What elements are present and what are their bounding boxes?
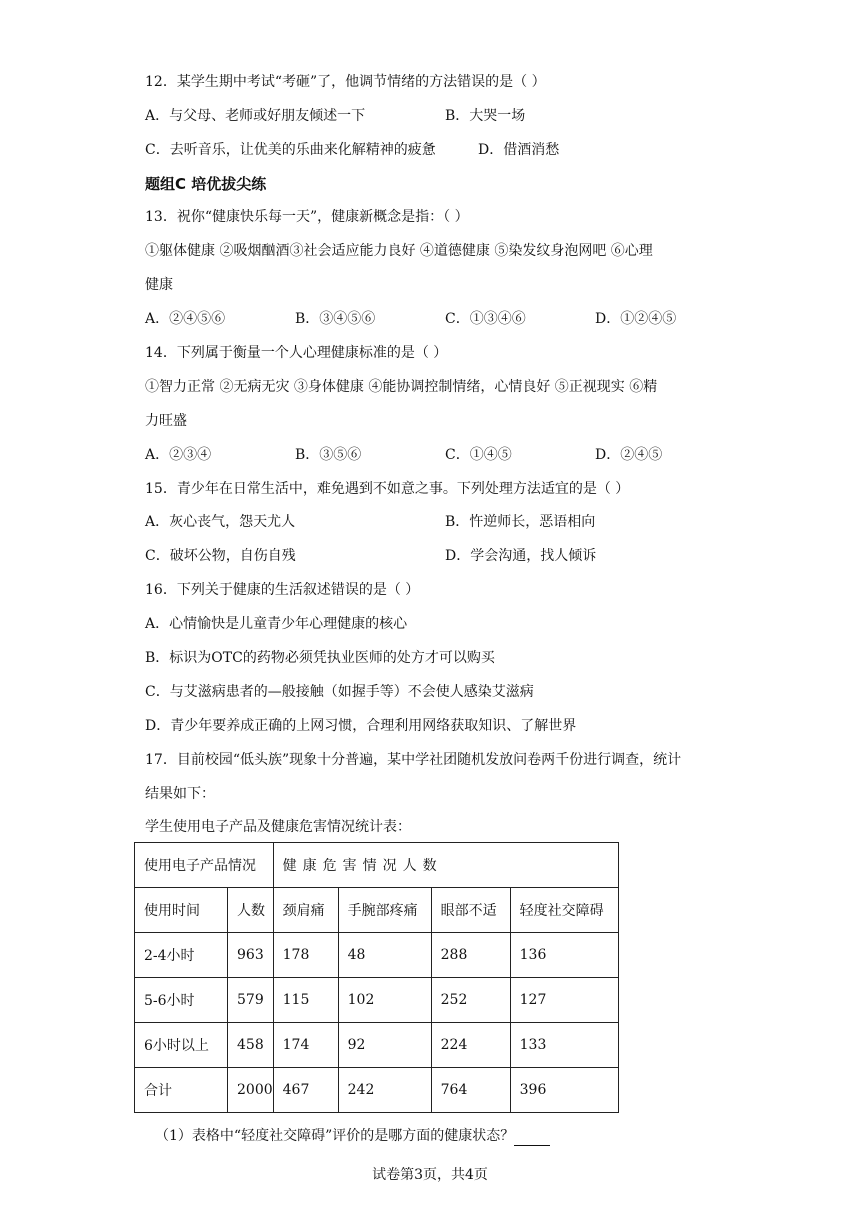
table-header-cell: 颈肩痛 — [273, 888, 338, 933]
q14-stem: 14．下列属于衡量一个人心理健康标准的是（ ） — [145, 345, 448, 361]
table-cell: 178 — [273, 933, 338, 978]
q15-option-c: C．破坏公物，自伤自残 — [145, 548, 296, 564]
q15-stem: 15．青少年在日常生活中，难免遇到不如意之事。下列处理方法适宜的是（ ） — [145, 481, 630, 497]
q17-subquestion-1-text: （1）表格中“轻度社交障碍”评价的是哪方面的健康状态？ — [155, 1128, 515, 1144]
q17-stem-line1: 17．目前校园“低头族”现象十分普遍，某中学社团随机发放问卷两千份进行调查，统计 — [145, 752, 682, 768]
table-cell: 174 — [273, 1023, 338, 1068]
table-cell: 133 — [510, 1023, 618, 1068]
q17-subquestion-1 — [155, 1126, 550, 1146]
table-header-top-row — [135, 843, 619, 888]
table-header-device-usage: 使用电子产品情况 — [135, 843, 274, 888]
table-cell: 48 — [338, 933, 431, 978]
q12-option-c: C．去听音乐，让优美的乐曲来化解精神的疲惫 — [145, 142, 436, 158]
page-footer: 试卷第3页，共4页 — [372, 1167, 488, 1183]
q15-option-d: D．学会沟通，找人倾诉 — [445, 548, 597, 564]
q13-stem: 13．祝你“健康快乐每一天”，健康新概念是指：（ ） — [145, 209, 469, 225]
table-row — [135, 933, 619, 978]
answer-blank[interactable] — [514, 1131, 550, 1146]
q14-option-d: D．②④⑤ — [595, 447, 663, 463]
q16-option-d: D．青少年要养成正确的上网习惯，合理利用网络获取知识、了解世界 — [145, 718, 577, 734]
q16-option-b: B．标识为OTC的药物必须凭执业医师的处方才可以购买 — [145, 650, 495, 666]
q14-option-c: C．①④⑤ — [445, 447, 512, 463]
table-cell: 2-4小时 — [135, 933, 228, 978]
table-header-row — [135, 888, 619, 933]
table-cell: 963 — [228, 933, 274, 978]
q13-option-c: C．①③④⑥ — [445, 311, 526, 327]
table-cell: 396 — [510, 1068, 618, 1113]
q16-stem: 16．下列关于健康的生活叙述错误的是（ ） — [145, 582, 420, 598]
table-cell: 467 — [273, 1068, 338, 1113]
table-cell: 2000 — [228, 1068, 274, 1113]
table-header-health-harm: 健康危害情况人数 — [273, 843, 618, 888]
q13-items-line2: 健康 — [145, 277, 173, 293]
health-stats-table — [134, 842, 619, 1113]
q14-items-line1: ①智力正常 ②无病无灾 ③身体健康 ④能协调控制情绪，心情良好 ⑤正视现实 ⑥精 — [145, 379, 658, 395]
table-cell: 136 — [510, 933, 618, 978]
q12-option-b: B．大哭一场 — [445, 108, 526, 124]
q14-option-a: A．②③④ — [145, 447, 212, 463]
q13-option-a: A．②④⑤⑥ — [145, 311, 226, 327]
table-row — [135, 978, 619, 1023]
section-heading: 题组C 培优拔尖练 — [145, 175, 267, 193]
q12-option-a: A．与父母、老师或好朋友倾述一下 — [145, 108, 366, 124]
q13-option-b: B．③④⑤⑥ — [295, 311, 376, 327]
q16-option-c: C．与艾滋病患者的—般接触（如握手等）不会使人感染艾滋病 — [145, 684, 534, 700]
q13-items-line1: ①躯体健康 ②吸烟酗酒③社会适应能力良好 ④道德健康 ⑤染发纹身泡网吧 ⑥心理 — [145, 243, 653, 259]
table-cell: 5-6小时 — [135, 978, 228, 1023]
table-row — [135, 1023, 619, 1068]
q17-stem-line2: 结果如下： — [145, 786, 215, 802]
q15-option-a: A．灰心丧气，怨天尤人 — [145, 514, 296, 530]
table-cell: 127 — [510, 978, 618, 1023]
table-cell: 合计 — [135, 1068, 228, 1113]
q12-stem: 12．某学生期中考试“考砸”了，他调节情绪的方法错误的是（ ） — [145, 74, 546, 90]
table-cell: 242 — [338, 1068, 431, 1113]
table-header-cell: 手腕部疼痛 — [338, 888, 431, 933]
table-header-cell: 使用时间 — [135, 888, 228, 933]
q16-option-a: A．心情愉快是儿童青少年心理健康的核心 — [145, 616, 408, 632]
table-cell: 102 — [338, 978, 431, 1023]
table-cell: 92 — [338, 1023, 431, 1068]
table-cell: 115 — [273, 978, 338, 1023]
table-cell: 764 — [431, 1068, 510, 1113]
table-cell: 6小时以上 — [135, 1023, 228, 1068]
q14-items-line2: 力旺盛 — [145, 413, 187, 429]
table-header-cell: 人数 — [228, 888, 274, 933]
table-header-cell: 轻度社交障碍 — [510, 888, 618, 933]
q12-option-d: D．借酒消愁 — [478, 142, 560, 158]
table-header-cell: 眼部不适 — [431, 888, 510, 933]
table-cell: 224 — [431, 1023, 510, 1068]
table-caption: 学生使用电子产品及健康危害情况统计表： — [145, 819, 411, 835]
q14-option-b: B．③⑤⑥ — [295, 447, 362, 463]
table-cell: 579 — [228, 978, 274, 1023]
table-cell: 252 — [431, 978, 510, 1023]
table-total-row — [135, 1068, 619, 1113]
table-cell: 288 — [431, 933, 510, 978]
q13-option-d: D．①②④⑤ — [595, 311, 677, 327]
q15-option-b: B．忤逆师长，恶语相向 — [445, 514, 596, 530]
table-cell: 458 — [228, 1023, 274, 1068]
